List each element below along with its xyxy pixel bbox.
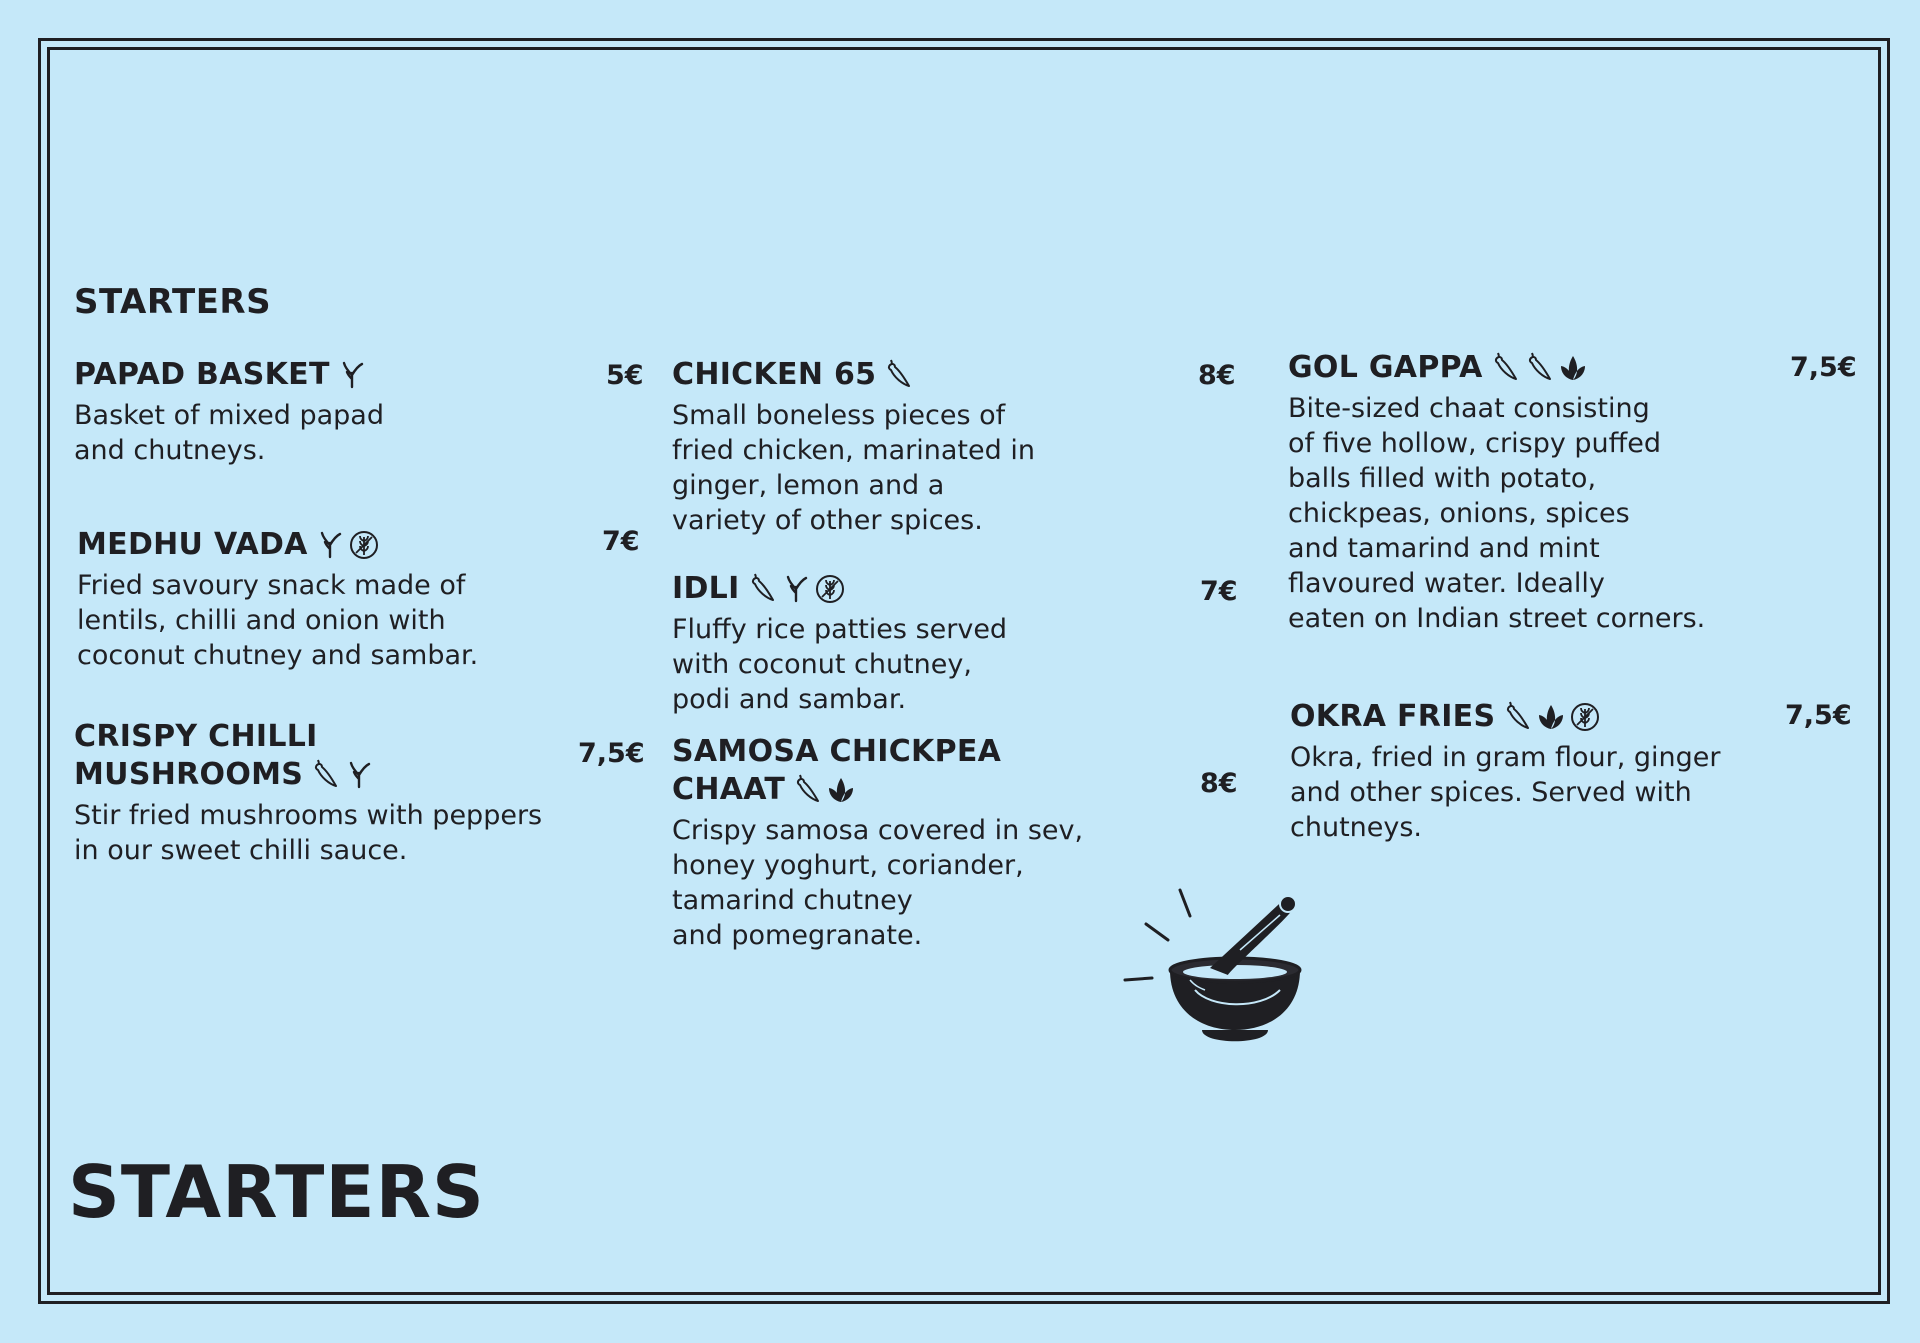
item-price: 7€ [602, 526, 640, 557]
vegetarian-leaf-icon [825, 774, 857, 806]
item-name: IDLI [672, 571, 740, 606]
item-price: 5€ [606, 360, 644, 391]
item-description: Crispy samosa covered in sev, honey yoghurt, coriander, tamarind chutney and pomegranate. [672, 815, 1084, 951]
menu-item-crispy-chilli-mushrooms [74, 718, 634, 868]
menu-item-idli [672, 570, 1152, 717]
item-name: OKRA FRIES [1290, 699, 1496, 734]
item-name: MEDHU VADA [77, 527, 308, 562]
chilli-icon [882, 359, 914, 391]
item-description: Bite-sized chaat consisting of five hollow, crispy puffed balls filled with potato, chickpeas, onions, spices and tamarind and mint flavoured water. Ideally eaten on Indian street corners. [1288, 393, 1706, 634]
item-description: Stir fried mushrooms with peppers in our sweet chilli sauce. [74, 800, 543, 866]
menu-item-papad-basket [74, 356, 614, 468]
mortar-pestle-illustration [1120, 880, 1320, 1060]
vegetarian-leaf-icon [1557, 352, 1589, 384]
vegan-sprout-icon [336, 359, 368, 391]
item-name-line2: MUSHROOMS [74, 757, 304, 792]
vegan-sprout-icon [314, 529, 346, 561]
item-price: 8€ [1200, 768, 1238, 799]
chilli-icon [1489, 352, 1521, 384]
item-description: Fluffy rice patties served with coconut chutney, podi and sambar. [672, 614, 1008, 715]
chilli-icon [1523, 352, 1555, 384]
menu-item-okra-fries [1290, 698, 1810, 845]
item-name: CRISPY CHILLI [74, 719, 318, 754]
item-name-line2: CHAAT [672, 772, 786, 807]
item-description: Basket of mixed papad and chutneys. [74, 400, 384, 466]
menu-item-medhu-vada [77, 526, 617, 673]
section-title: STARTERS [74, 282, 272, 322]
item-price: 8€ [1198, 360, 1236, 391]
item-price: 7,5€ [578, 738, 645, 769]
item-description: Fried savoury snack made of lentils, chilli and onion with coconut chutney and sambar. [77, 570, 479, 671]
item-price: 7€ [1200, 576, 1238, 607]
gluten-free-icon [1569, 701, 1601, 733]
item-name: SAMOSA CHICKPEA [672, 734, 1002, 769]
item-name: GOL GAPPA [1288, 350, 1483, 385]
item-name: PAPAD BASKET [74, 357, 330, 392]
chilli-icon [746, 573, 778, 605]
gluten-free-icon [814, 573, 846, 605]
vegan-sprout-icon [780, 573, 812, 605]
chilli-icon [309, 759, 341, 791]
vegan-sprout-icon [343, 759, 375, 791]
chilli-icon [1501, 701, 1533, 733]
vegetarian-leaf-icon [1535, 701, 1567, 733]
footer-title: STARTERS [68, 1150, 485, 1234]
gluten-free-icon [348, 529, 380, 561]
item-price: 7,5€ [1785, 700, 1852, 731]
item-description: Small boneless pieces of fried chicken, marinated in ginger, lemon and a variety of other spices. [672, 400, 1035, 536]
chilli-icon [791, 774, 823, 806]
item-name: CHICKEN 65 [672, 357, 877, 392]
menu-item-samosa-chickpea-chaat [672, 733, 1152, 953]
item-price: 7,5€ [1790, 352, 1857, 383]
menu-item-chicken-65 [672, 356, 1152, 538]
menu-item-gol-gappa [1288, 349, 1808, 636]
item-description: Okra, fried in gram flour, ginger and other spices. Served with chutneys. [1290, 742, 1721, 843]
